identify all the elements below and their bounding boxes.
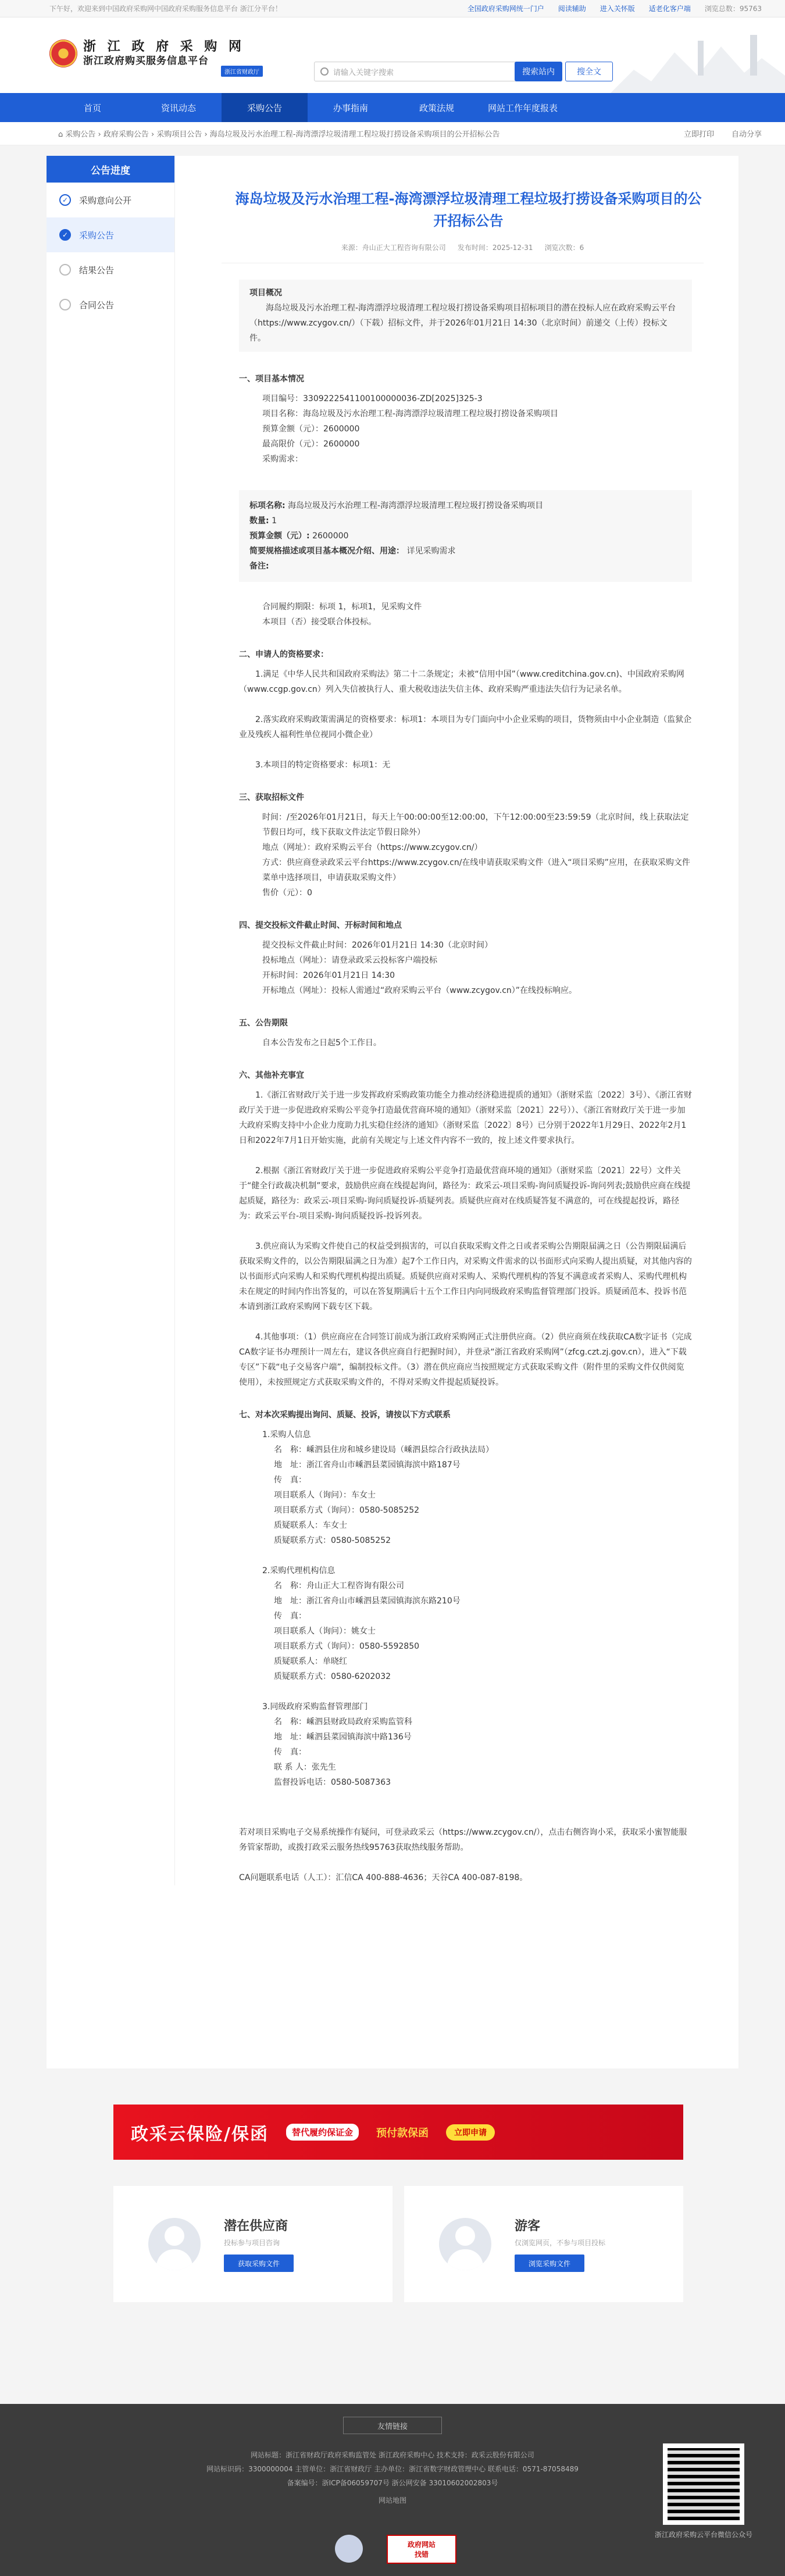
contact-purchaser: 1.采购人信息 名 称：嵊泗县住房和城乡建设局（嵊泗县综合行政执法局） 地 址：浙江省舟山市嵊泗县菜园镇海滨中路187号 传 真： 项目联系人（询问）：车女士 项目联系方式（询问）：0580-5085252 质疑联系人：车女士 质疑联系方式：0580-5085252 2.采购代理机构信息 名 称：舟山正大工程咨询有限公司 地 址：浙江省舟山市嵊泗县菜园镇海滨东路210号 传 真： 项目联系人（询问）：姚女士 项目联系方式（询问）：0580-5592850 质疑联系人：单晓红 质疑联系方式：0580-6202032 3.同级政府采购监督管理部门 名 称：嵊泗县财政局政府采购监管科 地 址：嵊泗县菜园镇海滨中路136号 传 真： 联 系 人：张先生 监督投诉电话：0580-5087363 bbox=[262, 1430, 494, 1787]
browse-file-button[interactable]: 浏览采购文件 bbox=[515, 2255, 584, 2272]
qr-code-icon bbox=[663, 2443, 744, 2525]
home-icon: ⌂ bbox=[58, 130, 66, 139]
main-nav bbox=[0, 93, 785, 122]
project-info: 项目编号：3309222541100100000036-ZD[2025]325-3 项目名称：海岛垃圾及污水治理工程-海湾漂浮垃圾清理工程垃圾打捞设备采购项目 预算金额（元）：2600000 最高限价（元）：2600000 采购需求： bbox=[262, 394, 559, 464]
role-cards bbox=[113, 2186, 683, 2302]
main-content bbox=[47, 156, 738, 2068]
topbar-link-portal[interactable]: 全国政府采购网统一门户 bbox=[467, 5, 544, 13]
step-intent[interactable]: ✓ 采购意向公开 bbox=[47, 183, 174, 217]
circle-icon bbox=[59, 299, 71, 310]
topbar-link-reading[interactable]: 阅读辅助 bbox=[558, 5, 586, 13]
check-icon: ✓ bbox=[59, 229, 71, 241]
top-bar bbox=[0, 0, 785, 17]
page-title: 海岛垃圾及污水治理工程-海湾漂浮垃圾清理工程垃圾打捞设备采购项目的公开招标公告 bbox=[235, 191, 702, 229]
step-result[interactable]: 结果公告 bbox=[47, 252, 174, 287]
supplier-card: 潜在供应商 投标参与项目咨询 获取采购文件 bbox=[113, 2186, 392, 2302]
sidebar-title: 公告进度 bbox=[47, 156, 174, 183]
requirement-box: 标项名称: 海岛垃圾及污水治理工程-海湾漂浮垃圾清理工程垃圾打捞设备采购项目 数量: 1 预算金额（元）: 2600000 简要规格描述或项目基本概况介绍、用途： 详见采购需求 备注: bbox=[239, 490, 692, 582]
article-body: 项目概况 海岛垃圾及污水治理工程-海湾漂浮垃圾清理工程垃圾打捞设备采购项目招标项目的潜在投标人应在政府采购云平台（https://www.zcygov.cn/）（下载）招标文件，并于2026年01月21日 14:30（北京时间）前递交（上传）投标文件。 一、项目基本情况 项目编号：3309222541100100000036-ZD[2025]325-3 项目名称：海岛垃圾及污水治理工程-海湾漂浮垃圾清理工程垃圾打捞设备采购项目 预算金额（元）：2600000 最高限价（元）：2600000 采购需求： 标项名称: 海岛垃圾及污水治理工程-海湾漂浮垃圾清理工程垃圾打捞设备采购项目 数量: 1 预算金额（元）: 2600000 简要规格描述或项目基本概况介绍、用途： 详见采购需求 备注: 合同履约期限：标项 1，标项1，见采购文件 本项目（否）接受联合体投标。 二、申请人的资格要求： 1.满足《中华人民共和国政府采购法》第二十二条规定；未被“信用中国”（www.creditchina.gov.cn)、中国政府采购网（www.ccgp.gov.cn）列入失信被执行人、重大税收违法失信主体、政府采购严重违法失信行为记录名单。 2.落实政府采购政策需满足的资格要求：标项1：本项目为专门面向中小企业采购的项目，货物须由中小企业制造（监狱企业及残疾人福利性单位视同小微企业） 3.本项目的特定资格要求：标项1：无 三、获取招标文件 时间：/至2026年01月21日，每天上午00:00:00至12:00:00，下午12:00:00至23:59:59（北京时间，线上获取法定节假日均可，线下获取文件法定节假日除外） 地点（网址）：政府采购云平台（https://www.zcygov.cn/） 方式：供应商登录政采云平台https://www.zcygov.cn/在线申请获取采购文件（进入“项目采购”应用，在获取采购文件菜单中选择项目，申请获取采购文件） 售价（元）：0 四、提交投标文件截止时间、开标时间和地点 提交投标文件截止时间：2026年01月21日 14:30（北京时间） 投标地点（网址）：请登录政采云投标客户端投标 开标时间：2026年01月21日 14:30 开标地点（网址）：投标人需通过“政府采购云平台（www.zcygov.cn）”在线投标响应。 五、公告期限 自本公告发布之日起5个工作日。 六、其他补充事宜 1.《浙江省财政厅关于进一步发挥政府采购政策功能全力推动经济稳进提质的通知》（浙财采监〔2022〕3号）、《浙江省财政厅关于进一步促进政府采购公平竞争打造最优营商环境的通知》（浙财采监〔2021〕22号））、《浙江省财政厅关于进一步加大政府采购支持中小企业力度助力扎实稳住经济的通知》（浙财采监〔2022〕8号）已分别于2022年1月29日、2022年2月1日和2022年7月1日开始实施，此前有关规定与上述文件内容不一致的，按上述文件要求执行。 2.根据《浙江省财政厅关于进一步促进政府采购公平竞争打造最优营商环境的通知》（浙财采监〔2021〕22号）文件关于“健全行政裁决机制”要求，鼓励供应商在线提起询问，路径为：政采云-项目采购-询问质疑投诉-询问列表;鼓励供应商在线提起质疑，路径为：政采云-项目采购-询问质疑投诉-质疑列表。质疑供应商对在线质疑答复不满意的，可在线提起投诉，路径为：政采云平台-项目采购-询问质疑投诉-投诉列表。 3.供应商认为采购文件使自己的权益受到损害的，可以自获取采购文件之日或者采购公告期限届满之日（公告期限届满后获取采购文件的，以公告期限届满之日为准）起7个工作日内，对采购文件需求的以书面形式向采购人提出质疑，对其他内容的以书面形式向采购人和采购代理机构提出质疑。质疑供应商对采购人、采购代理机构的答复不满意或者采购人、采购代理机构未在规定的时间内作出答复的，可以在答复期满后十五个工作日内向同级政府采购监督管理部门投诉。质疑函范本、投诉书范本请到浙江政府采购网下载专区下载。 4.其他事项：（1）供应商应在合同签订前成为浙江政府采购网正式注册供应商。（2）供应商须在线获取CA数字证书（完成CA数字证书办理预计一周左右，建议各供应商自行把握时间），并登录“浙江省政府采购网”（zfcg.czt.zj.gov.cn），进入“下载专区”下载“电子交易客户端”，编制投标文件。（3）潜在供应商应当按照规定方式获取采购文件（附件里的采购文件仅供阅览使用），未按照规定方式获取采购文件的，不得对采购文件提起质疑投诉。 七、对本次采购提出询问、质疑、投诉，请按以下方式联系 1.采购人信息 名 称：嵊泗县住房和城乡建设局（嵊泗县综合行政执法局） 地 址：浙江省舟山市嵊泗县菜园镇海滨中路187号 传 真： 项目联系人（询问）：车女士 项目联系方式（询问）：0580-5085252 质疑联系人：车女士 质疑联系方式：0580-5085252 2.采购代理机构信息 名 称：舟山正大工程咨询有限公司 地 址：浙江省舟山市嵊泗县菜园镇海滨东路210号 传 真： 项目联系人（询问）：姚女士 项目联系方式（询问）：0580-5592850 质疑联系人：单晓红 质疑联系方式：0580-6202032 3.同级政府采购监督管理部门 名 称：嵊泗县财政局政府采购监管科 地 址：嵊泗县菜园镇海滨中路136号 传 真： 联 系 人：张先生 监督投诉电话：0580-5087363 若对项目采购电子交易系统操作有疑问，可登录政采云（https://www.zcygov.cn/），点击右侧咨询小采，获取采小蜜智能服务管家帮助，或拨打政采云服务热线95763获取热线服务帮助。 CA问题联系电话（人工）：汇信CA 400-888-4636；天谷CA 400-087-8198。 bbox=[187, 263, 738, 1885]
article bbox=[174, 156, 738, 1885]
insurance-banner[interactable]: 政采云保险/保函 替代履约保证金 预付款保函 立即申请 bbox=[113, 2105, 683, 2160]
search-site-button[interactable]: 搜索站内 bbox=[515, 62, 562, 81]
sitemap-link[interactable]: 网站地图 bbox=[378, 2496, 406, 2504]
progress-sidebar bbox=[47, 156, 174, 322]
nav-procurement[interactable]: 采购公告 bbox=[222, 93, 308, 122]
nav-home[interactable]: 首页 bbox=[83, 102, 101, 113]
search-input[interactable]: 请输入关键字搜索 bbox=[314, 62, 520, 81]
share-button[interactable]: 自动分享 bbox=[731, 130, 762, 139]
nav-policy[interactable]: 政策法规 bbox=[419, 102, 454, 113]
get-file-button[interactable]: 获取采购文件 bbox=[224, 2255, 294, 2272]
site-logo[interactable] bbox=[49, 40, 245, 67]
police-badge-icon[interactable] bbox=[335, 2535, 363, 2563]
nav-news[interactable]: 资讯动态 bbox=[160, 102, 196, 113]
welcome-text: 下午好，欢迎来到中国政府采购网中国政府采购服务信息平台 浙江分平台！ bbox=[49, 5, 282, 13]
apply-now-button[interactable]: 立即申请 bbox=[446, 2124, 495, 2141]
user-avatar-icon bbox=[148, 2218, 201, 2270]
nav-report[interactable]: 网站工作年度报表 bbox=[487, 102, 558, 113]
footer: 友情链接 网站标题：浙江省财政厅政府采购监管处 浙江政府采购中心 技术支持：政采云股份有限公司 网站标识码：3300000004 主管单位：浙江省财政厅 主办单位：浙江省数字财政管理中心 联系电话：0571-87058489 备案编号：浙ICP备06059707号 浙公网安备 33010602002803号 网站地图 浙江政府采购云平台微信公众号 政府网站 找错 bbox=[0, 2404, 785, 2576]
overview-box: 项目概况 海岛垃圾及污水治理工程-海湾漂浮垃圾清理工程垃圾打捞设备采购项目招标项目的潜在投标人应在政府采购云平台（https://www.zcygov.cn/）（下载）招标文件，并于2026年01月21日 14:30（北京时间）前递交（上传）投标文件。 bbox=[239, 280, 692, 352]
search-icon bbox=[320, 67, 329, 76]
visit-count: 浏览总数：95763 bbox=[704, 5, 762, 13]
logo-subtitle: 浙江政府购买服务信息平台 bbox=[83, 55, 209, 67]
landscape-decoration-icon bbox=[611, 17, 785, 93]
breadcrumb: ⌂ 采购公告 › 政府采购公告 › 采购项目公告 › 海岛垃圾及污水治理工程-海湾漂浮垃圾清理工程垃圾打捞设备采购项目的公开招标公告 立即打印 自动分享 bbox=[0, 122, 785, 145]
step-contract[interactable]: 合同公告 bbox=[47, 287, 174, 322]
topbar-link-elder[interactable]: 适老化客户端 bbox=[648, 5, 691, 13]
search-fulltext-button[interactable]: 搜全文 bbox=[565, 62, 613, 81]
article-meta: 来源：舟山正大工程咨询有限公司 发布时间：2025-12-31 浏览次数：6 bbox=[222, 242, 704, 263]
visitor-card: 游客 仅浏览网页，不参与项目投标 浏览采购文件 bbox=[404, 2186, 683, 2302]
national-emblem-icon bbox=[49, 40, 77, 67]
friend-links-button[interactable]: 友情链接 bbox=[343, 2417, 442, 2434]
circle-icon bbox=[59, 264, 71, 276]
step-announcement[interactable]: ✓ 采购公告 bbox=[47, 217, 174, 252]
topbar-link-care[interactable]: 进入关怀版 bbox=[600, 5, 635, 13]
check-icon: ✓ bbox=[59, 194, 71, 206]
dept-badge: 浙江省财政厅 bbox=[221, 66, 263, 77]
logo-title: 浙 江 政 府 采 购 网 bbox=[83, 40, 245, 54]
nav-guide[interactable]: 办事指南 bbox=[333, 102, 368, 113]
gov-site-error-badge[interactable]: 政府网站 找错 bbox=[387, 2535, 456, 2564]
user-avatar-icon bbox=[439, 2218, 491, 2270]
header bbox=[0, 17, 785, 93]
print-button[interactable]: 立即打印 bbox=[683, 130, 714, 139]
